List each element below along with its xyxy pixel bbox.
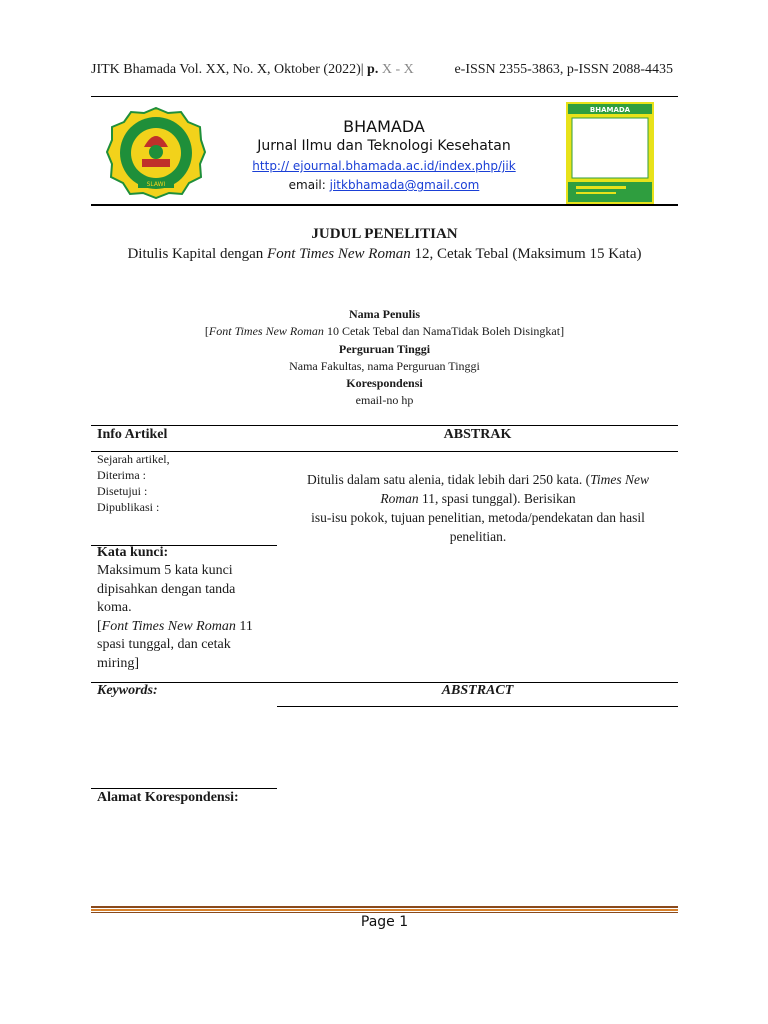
- citation-text: JITK Bhamada Vol. XX, No. X, Oktober (2022)|: [91, 62, 368, 77]
- header-rule: [91, 96, 678, 97]
- email-link[interactable]: jitkbhamada@gmail.com: [329, 178, 480, 192]
- running-header-citation: [91, 62, 414, 78]
- table-header-rule: [91, 451, 678, 452]
- table-top-rule: [91, 425, 678, 426]
- history-line: Diterima :: [97, 468, 146, 482]
- correspondence-label: Korespondensi: [346, 376, 423, 390]
- paper-title: JUDUL PENELITIAN: [311, 226, 458, 242]
- email-label: email:: [288, 178, 330, 192]
- journal-name: BHAMADA: [343, 117, 425, 136]
- masthead-rule: [91, 204, 678, 206]
- info-artikel-heading: Info Artikel: [97, 427, 168, 442]
- kata-kunci-body: Maksimum 5 kata kunci dipisahkan dengan tanda koma. [Font Times New Roman 11 spasi tunggal, dan cetak miring]: [97, 563, 253, 671]
- cover-title: BHAMADA: [589, 106, 631, 114]
- page-number: Page 1: [360, 914, 409, 930]
- correspondence-instruction: email-no hp: [355, 393, 414, 407]
- history-line: Disetujui :: [97, 484, 148, 498]
- history-line: Dipublikasi :: [97, 500, 160, 514]
- history-line: Sejarah artikel,: [97, 452, 170, 466]
- journal-subtitle: Jurnal Ilmu dan Teknologi Kesehatan: [257, 138, 511, 154]
- university-seal-logo: [106, 107, 206, 199]
- abstract-heading: ABSTRACT: [441, 683, 514, 698]
- page-label: p.: [367, 62, 379, 77]
- abstrak-body: Ditulis dalam satu alenia, tidak lebih dari 250 kata. (Times New Roman 11, spasi tunggal). Berisikan isu-isu pokok, tujuan penelitian, metoda/pendekatan dan hasil penelitian.: [307, 472, 649, 544]
- address-rule: [91, 788, 277, 789]
- running-header-issn: e-ISSN 2355-3863, p-ISSN 2088-4435: [454, 62, 673, 77]
- seal-bottom-text: SLAWI: [146, 181, 166, 188]
- journal-email: [200, 178, 568, 192]
- footer-rule-bottom: [91, 912, 678, 913]
- page-range: X - X: [378, 62, 414, 77]
- kata-kunci-heading: Kata kunci:: [97, 545, 169, 560]
- footer-rule-top: [91, 906, 678, 908]
- title-instruction: Ditulis Kapital dengan Font Times New Roman 12, Cetak Tebal (Maksimum 15 Kata): [127, 246, 642, 262]
- institution-label: Perguruan Tinggi: [338, 342, 431, 356]
- keywords-heading: Keywords:: [97, 683, 158, 698]
- institution-instruction: Nama Fakultas, nama Perguruan Tinggi: [289, 359, 480, 373]
- alamat-korespondensi-heading: Alamat Korespondensi:: [97, 790, 239, 805]
- author-label: Nama Penulis: [348, 307, 420, 321]
- journal-url-link[interactable]: http:// ejournal.bhamada.ac.id/index.php/jik: [252, 159, 516, 173]
- abstract-rule: [277, 706, 678, 707]
- journal-cover-thumbnail: [566, 102, 654, 204]
- author-instruction: [Font Times New Roman 10 Cetak Tebal dan NamaTidak Boleh Disingkat]: [204, 324, 565, 338]
- abstrak-heading: ABSTRAK: [443, 427, 512, 442]
- footer-rule-middle: [91, 909, 678, 911]
